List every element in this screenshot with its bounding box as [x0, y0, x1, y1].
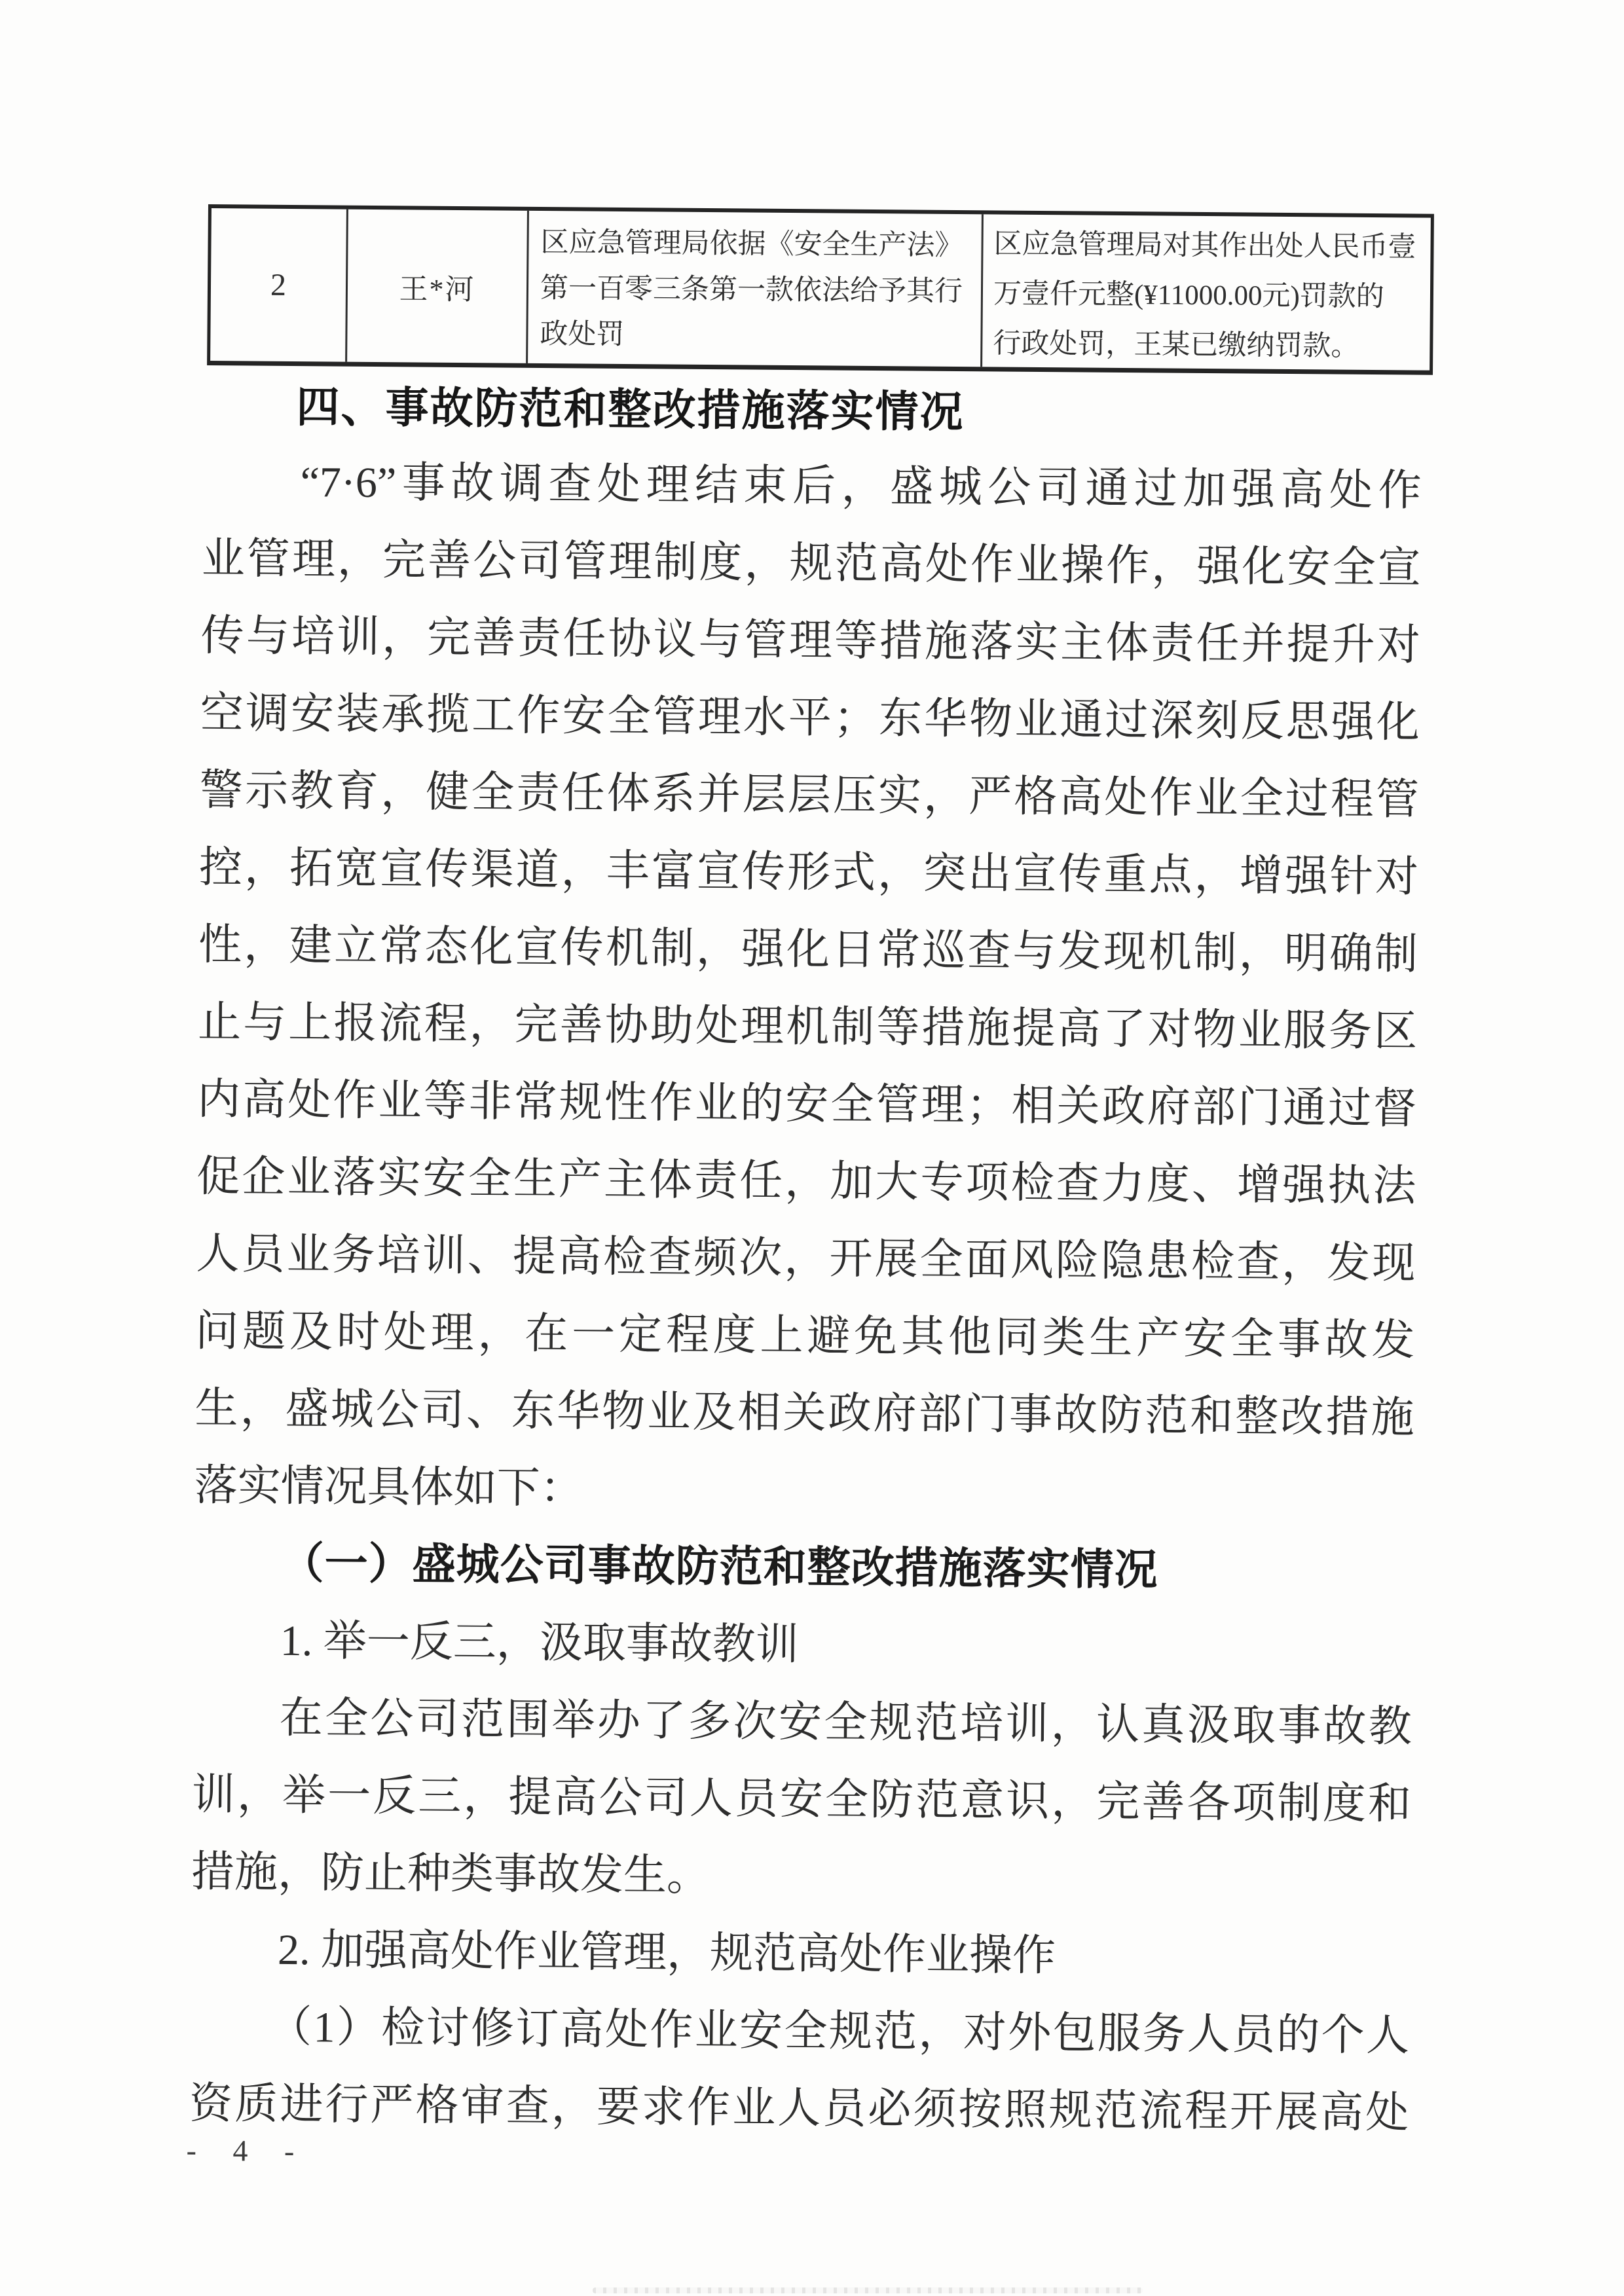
paragraph1-line: 空调安装承揽工作安全管理水平；东华物业通过深刻反思强化: [200, 689, 1420, 747]
page-number: - 4 -: [186, 2133, 309, 2168]
scan-smudge-artifact: [593, 2287, 1143, 2293]
section-heading-4: 四、事故防范和整改措施落实情况: [296, 382, 965, 437]
penalty-result-line: 行政处罚，王某已缴纳罚款。: [993, 328, 1359, 362]
paragraph1-line: 人员业务培训、提高检查频次，开展全面风险隐患检查，发现: [196, 1230, 1416, 1288]
paragraph2-line: 训，举一反三，提高公司人员安全防范意识，完善各项制度和: [191, 1770, 1412, 1829]
paragraph1-line: 止与上报流程，完善协助处理机制等措施提高了对物业服务区: [197, 998, 1418, 1056]
paragraph1-line: 传与培训，完善责任协议与管理等措施落实主体责任并提升对: [200, 611, 1421, 670]
penalty-basis-line: 区应急管理局依据《安全生产法》: [540, 227, 963, 262]
penalty-result-line: 万壹仟元整(¥11000.00元)罚款的: [993, 278, 1384, 313]
paragraph1-line: 警示教育，健全责任体系并层层压实，严格高处作业全过程管: [199, 766, 1420, 824]
paragraph1-line: 问题及时处理，在一定程度上避免其他同类生产安全事故发: [195, 1307, 1415, 1365]
paragraph1-line: 控，拓宽宣传渠道，丰富宣传形式，突出宣传重点，增强针对: [198, 843, 1419, 902]
subsection-heading-1: （一）盛城公司事故防范和整改措施落实情况: [280, 1539, 1158, 1595]
paragraph2-line: 在全公司范围举办了多次安全规范培训，认真汲取事故教: [279, 1694, 1412, 1751]
document-body: [189, 373, 1422, 2155]
table-cell-row-index: 2: [270, 267, 287, 302]
table-cell-penalty-basis: [526, 211, 982, 367]
item1-title: 1. 举一反三，汲取事故教训: [280, 1616, 800, 1669]
item2-title: 2. 加强高处作业管理，规范高处作业操作: [277, 1925, 1056, 1980]
paragraph3-line: （1）检讨修订高处作业安全规范，对外包服务人员的个人: [268, 2003, 1410, 2060]
penalty-table: [207, 204, 1434, 375]
paragraph3-line: 资质进行严格审查，要求作业人员必须按照规范流程开展高处: [189, 2079, 1409, 2138]
paragraph1-line: 生，盛城公司、东华物业及相关政府部门事故防范和整改措施: [194, 1384, 1414, 1442]
paragraph1-line: 内高处作业等非常规性作业的安全管理；相关政府部门通过督: [196, 1075, 1417, 1133]
table-cell-person-name: 王*河: [345, 210, 527, 363]
table-cell-penalty-result: [980, 214, 1431, 370]
paragraph1-line: 落实情况具体如下：: [194, 1461, 583, 1513]
paragraph2-line: 措施，防止种类事故发生。: [191, 1848, 710, 1901]
paragraph1-line: 促企业落实安全生产主体责任，加大专项检查力度、增强执法: [196, 1152, 1416, 1211]
penalty-basis-line: 政处罚: [540, 318, 625, 350]
paragraph1-line: 性，建立常态化宣传机制，强化日常巡查与发现机制，明确制: [198, 920, 1418, 979]
penalty-basis-line: 第一百零三条第一款依法给予其行: [540, 272, 963, 308]
paragraph1-line: “7·6”事故调查处理结束后，盛城公司通过加强高处作: [300, 458, 1422, 515]
paragraph1-line: 业管理，完善公司管理制度，规范高处作业操作，强化安全宣: [201, 534, 1421, 592]
penalty-result-line: 区应急管理局对其作出处人民币壹: [993, 228, 1416, 263]
